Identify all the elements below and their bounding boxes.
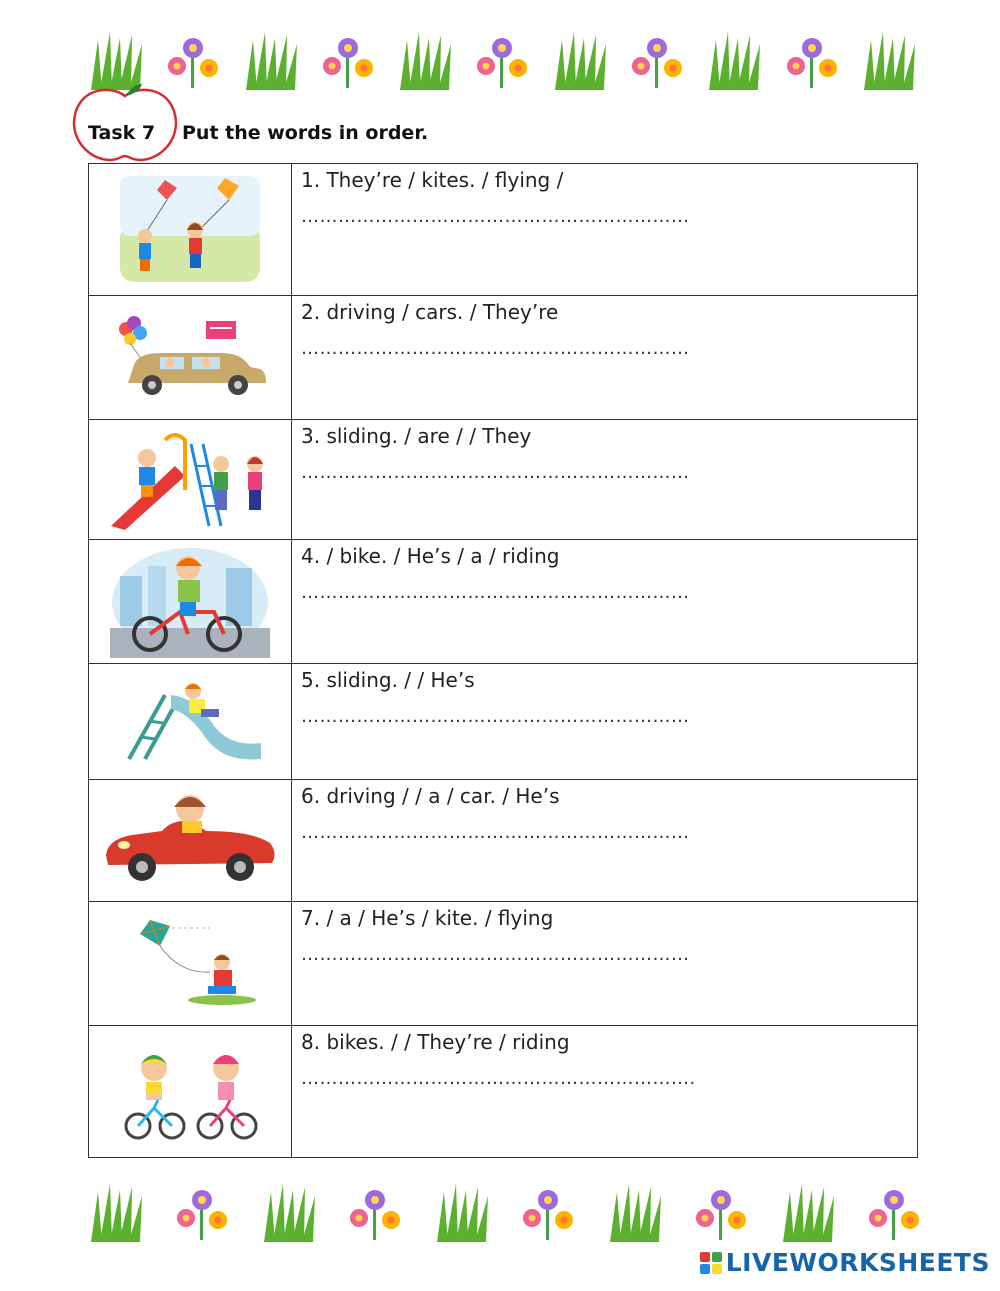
flowers-icon bbox=[171, 1182, 233, 1242]
word-prompt: 5. sliding. / / He’s bbox=[301, 668, 475, 692]
answer-line[interactable]: ……………………………………………………… bbox=[301, 462, 690, 483]
task-header bbox=[70, 82, 570, 162]
picture-cell bbox=[89, 1026, 292, 1157]
bottom-decoration-border bbox=[85, 1172, 925, 1242]
exercise-row-1 bbox=[89, 164, 917, 296]
boy-driving-car-picture bbox=[102, 791, 278, 891]
grass-icon bbox=[549, 30, 611, 90]
exercise-row-4 bbox=[89, 540, 917, 664]
kids-riding-bikes-picture bbox=[110, 1042, 270, 1142]
top-decoration-border bbox=[85, 20, 920, 90]
grass-icon bbox=[394, 30, 456, 90]
children-on-slide-picture bbox=[105, 430, 275, 530]
picture-cell bbox=[89, 664, 292, 779]
answer-line[interactable]: ……………………………………………………… bbox=[301, 206, 690, 227]
word-prompt: 7. / a / He’s / kite. / flying bbox=[301, 906, 554, 930]
grass-icon bbox=[703, 30, 765, 90]
exercise-row-3 bbox=[89, 420, 917, 540]
boy-flying-kite-picture bbox=[110, 914, 270, 1014]
flowers-icon bbox=[317, 30, 379, 90]
grass-icon bbox=[85, 1182, 147, 1242]
liveworksheets-logo bbox=[700, 1248, 990, 1277]
exercise-row-8 bbox=[89, 1026, 917, 1157]
instruction-text: Put the words in order. bbox=[182, 122, 429, 144]
picture-cell bbox=[89, 540, 292, 663]
children-flying-kites-picture bbox=[115, 174, 265, 286]
brand-name: LIVEWORKSHEETS bbox=[725, 1248, 990, 1277]
flowers-icon bbox=[517, 1182, 579, 1242]
grass-icon bbox=[431, 1182, 493, 1242]
answer-line[interactable]: ……………………………………………………… bbox=[301, 822, 690, 843]
grass-icon bbox=[85, 30, 147, 90]
task-label: Task 7 bbox=[88, 122, 156, 144]
flowers-icon bbox=[781, 30, 843, 90]
flowers-icon bbox=[344, 1182, 406, 1242]
grass-icon bbox=[604, 1182, 666, 1242]
flowers-icon bbox=[690, 1182, 752, 1242]
answer-line[interactable]: ……………………………………………………… bbox=[301, 944, 690, 965]
grass-icon bbox=[777, 1182, 839, 1242]
answer-line[interactable]: ……………………………………………………… bbox=[301, 582, 690, 603]
word-prompt: 8. bikes. / / They’re / riding bbox=[301, 1030, 570, 1054]
exercise-row-5 bbox=[89, 664, 917, 780]
grass-icon bbox=[240, 30, 302, 90]
picture-cell bbox=[89, 296, 292, 419]
picture-cell bbox=[89, 420, 292, 539]
answer-line[interactable]: ………………………………………………………. bbox=[301, 1068, 696, 1089]
flowers-icon bbox=[162, 30, 224, 90]
exercise-row-2 bbox=[89, 296, 917, 420]
answer-line[interactable]: ……………………………………………………… bbox=[301, 706, 690, 727]
word-prompt: 4. / bike. / He’s / a / riding bbox=[301, 544, 560, 568]
boy-on-slide-picture bbox=[115, 677, 265, 767]
flowers-icon bbox=[863, 1182, 925, 1242]
word-prompt: 1. They’re / kites. / flying / bbox=[301, 168, 564, 192]
picture-cell bbox=[89, 164, 292, 295]
picture-cell bbox=[89, 902, 292, 1025]
word-prompt: 3. sliding. / are / / They bbox=[301, 424, 532, 448]
exercise-row-6 bbox=[89, 780, 917, 902]
picture-cell bbox=[89, 780, 292, 901]
word-prompt: 2. driving / cars. / They’re bbox=[301, 300, 559, 324]
boy-riding-bike-picture bbox=[110, 546, 270, 658]
logo-blocks-icon bbox=[700, 1252, 722, 1274]
flowers-icon bbox=[471, 30, 533, 90]
answer-line[interactable]: ……………………………………………………… bbox=[301, 338, 690, 359]
word-prompt: 6. driving / / a / car. / He’s bbox=[301, 784, 560, 808]
exercise-table bbox=[88, 163, 918, 1158]
flowers-icon bbox=[626, 30, 688, 90]
grass-icon bbox=[858, 30, 920, 90]
grass-icon bbox=[258, 1182, 320, 1242]
family-driving-car-picture bbox=[110, 313, 270, 403]
exercise-row-7 bbox=[89, 902, 917, 1026]
